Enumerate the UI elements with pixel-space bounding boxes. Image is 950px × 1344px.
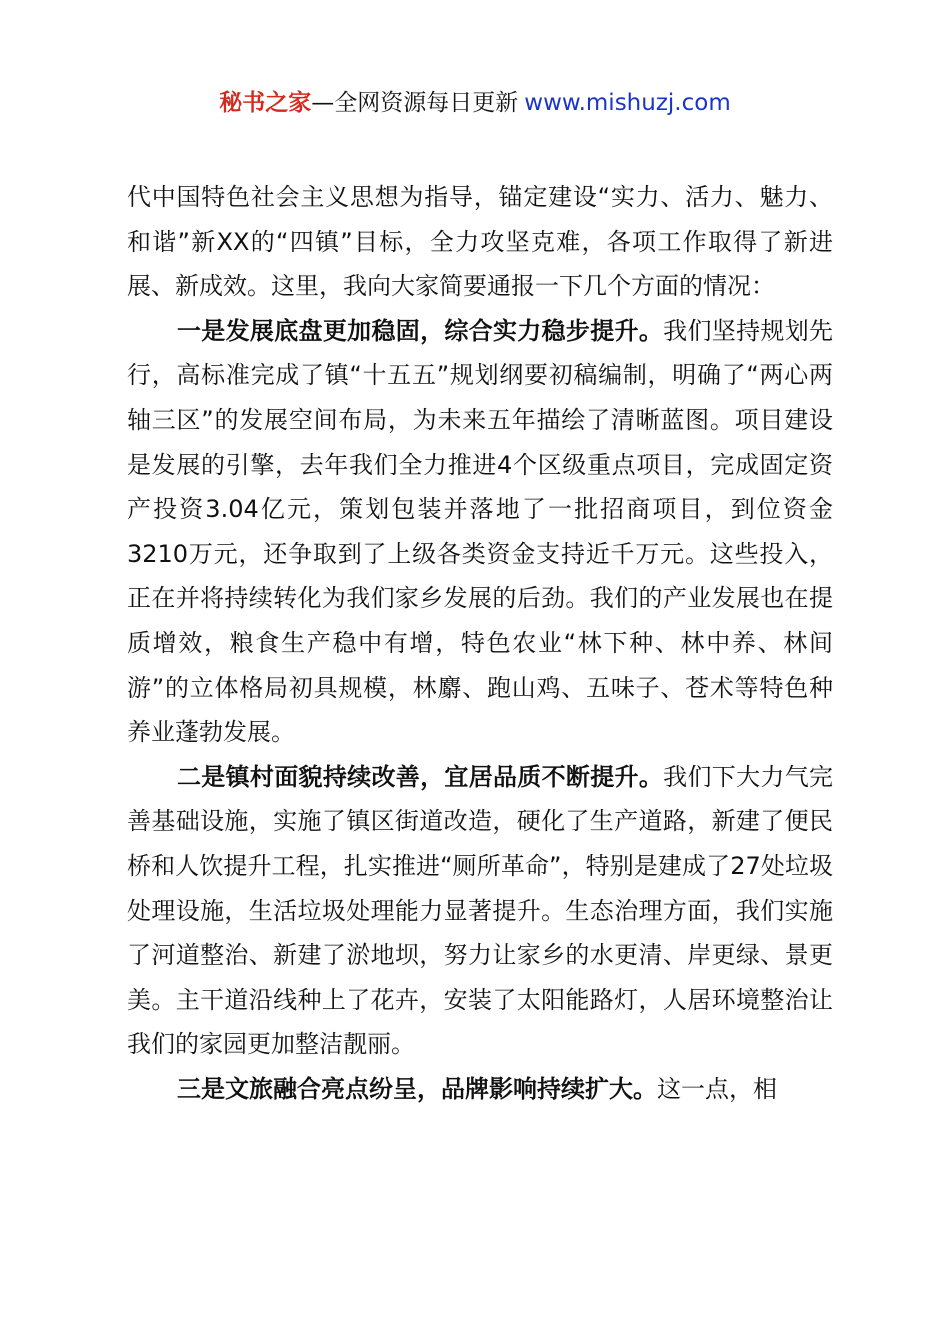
paragraph-heading: 二是镇村面貌持续改善，宜居品质不断提升。 bbox=[177, 762, 664, 791]
paragraph-heading: 三是文旅融合亮点纷呈，品牌影响持续扩大。 bbox=[177, 1074, 657, 1103]
site-url-link[interactable]: www.mishuzj.com bbox=[524, 90, 731, 116]
paragraph-text: 我们下大力气完善基础设施，实施了镇区街道改造，硬化了生产道路，新建了便民桥和人饮提升工程，扎实推进“厕所革命”，特别是建成了27处垃圾处理设施，生活垃圾处理能力显著提升。生态治理方面，我们实施了河道整治、新建了淤地坝，努力让家乡的水更清、岸更绿、景更美。主干道沿线种上了花卉，安装了太阳能路灯，人居环境整治让我们的家园更加整洁靓丽。 bbox=[127, 762, 834, 1059]
brand-name: 秘书之家 bbox=[219, 90, 312, 116]
paragraph-text: 我们坚持规划先行，高标准完成了镇“十五五”规划纲要初稿编制，明确了“两心两轴三区”的发展空间布局，为未来五年描绘了清晰蓝图。项目建设是发展的引擎，去年我们全力推进4个区级重点项目，完成固定资产投资3.04亿元，策划包装并落地了一批招商项目，到位资金3210万元，还争取到了上级各类资金支持近千万元。这些投入，正在并将持续转化为我们家乡发展的后劲。我们的产业发展也在提质增效，粮食生产稳中有增，特色农业“林下种、林中养、林间游”的立体格局初具规模，林麝、跑山鸡、五味子、苍术等特色种养业蓬勃发展。 bbox=[127, 316, 834, 747]
paragraph-text: 这一点，相 bbox=[657, 1074, 777, 1103]
paragraph-point-two bbox=[127, 755, 833, 1067]
paragraph-point-one bbox=[127, 309, 833, 755]
page-header bbox=[0, 86, 950, 120]
header-tagline: —全网资源每日更新 bbox=[311, 90, 519, 116]
document-body bbox=[127, 175, 833, 1111]
paragraph-intro bbox=[127, 175, 833, 309]
paragraph-point-three bbox=[127, 1067, 833, 1112]
paragraph-text: 代中国特色社会主义思想为指导，锚定建设“实力、活力、魅力、和谐”新XX的“四镇”目标，全力攻坚克难，各项工作取得了新进展、新成效。这里，我向大家简要通报一下几个方面的情况： bbox=[127, 183, 833, 301]
paragraph-heading: 一是发展底盘更加稳固，综合实力稳步提升。 bbox=[177, 316, 664, 345]
